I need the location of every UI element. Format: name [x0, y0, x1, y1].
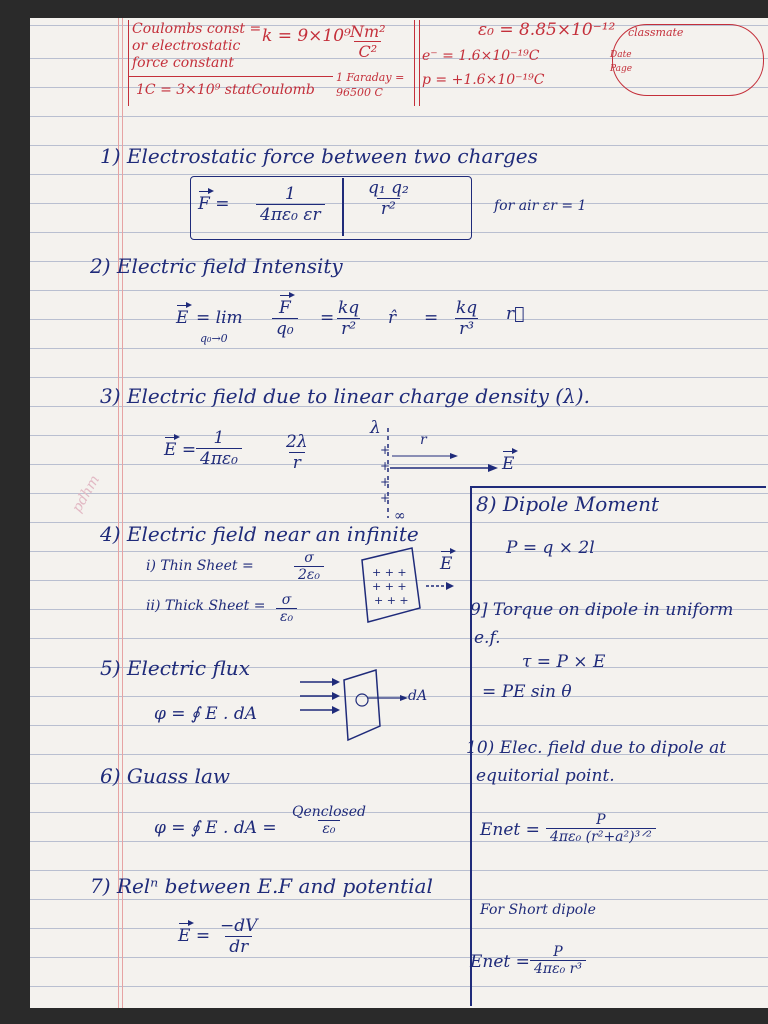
- unit-vector: r̂: [388, 308, 397, 328]
- fraction-numerator: 1: [213, 428, 225, 448]
- force-over-charge: [272, 298, 298, 339]
- svg-text:+ + +: + + +: [374, 594, 409, 607]
- coulomb-law-box: [190, 176, 472, 240]
- equatorial-field-fraction: [546, 812, 656, 845]
- svg-text:+: +: [380, 491, 391, 505]
- kq-over-r2: [334, 298, 363, 339]
- fraction-denominator: ε₀: [276, 608, 297, 625]
- k-units-num: Nm²: [350, 22, 386, 41]
- air-note: for air εr = 1: [494, 198, 587, 214]
- fraction-numerator: −dV: [220, 916, 258, 936]
- statcoulomb-note: 1C = 3×10⁹ statCoulomb: [136, 82, 315, 98]
- coulomb-const-label: Coulombs const =: [132, 21, 262, 37]
- short-dipole-label: For Short dipole: [480, 902, 596, 918]
- faraday-note: 1 Faraday = 96500 C: [336, 71, 405, 99]
- distance-label: r: [420, 432, 427, 448]
- lambda-fraction: [282, 432, 312, 473]
- charges-fraction: [364, 178, 413, 219]
- fraction-numerator: Qenclosed: [292, 804, 366, 820]
- electron-charge: e⁻ = 1.6×10⁻¹⁹C: [422, 48, 540, 64]
- field-symbol: E =: [164, 440, 197, 460]
- fraction-denominator: r³: [455, 318, 478, 339]
- epsilon0-value: ε₀ = 8.85×10⁻¹²: [478, 20, 616, 40]
- thin-sheet-label: i) Thin Sheet =: [146, 558, 254, 574]
- coulomb-const-label-2: or electrostatic: [132, 38, 241, 54]
- kq-over-r3: [452, 298, 481, 339]
- force-symbol: F =: [198, 194, 230, 214]
- fraction-numerator: P: [596, 812, 606, 828]
- equals: =: [320, 308, 335, 328]
- divider: [128, 76, 333, 77]
- section-8-title: 8) Dipole Moment: [476, 492, 659, 516]
- fraction-numerator: P: [553, 944, 563, 960]
- potential-gradient-fraction: [216, 916, 261, 957]
- limit-subscript: q₀→0: [200, 332, 228, 345]
- net-field-label: Enet =: [480, 820, 540, 840]
- fraction-denominator: dr: [225, 936, 252, 957]
- section-9-title: 9] Torque on dipole in uniform: [470, 600, 734, 620]
- torque-magnitude: = PE sin θ: [482, 682, 572, 702]
- box-divider: [342, 178, 344, 236]
- thick-sheet-label: ii) Thick Sheet =: [146, 598, 266, 614]
- field-symbol: E =: [178, 926, 211, 946]
- date-label: Date: [610, 50, 632, 60]
- gauss-fraction: [288, 804, 370, 837]
- fraction-numerator: q₁ q₂: [368, 178, 409, 198]
- position-vector: r⃗: [506, 304, 525, 324]
- fraction-numerator: σ: [304, 550, 314, 566]
- fraction-denominator: r: [289, 452, 305, 473]
- field-label: E: [440, 554, 453, 574]
- fraction-denominator: r²: [377, 198, 400, 219]
- watermark-scribble: pdhm: [69, 472, 104, 516]
- proton-charge: p = +1.6×10⁻¹⁹C: [422, 72, 545, 88]
- k-units-den: C²: [354, 41, 381, 61]
- section-9-subtitle: e.f.: [474, 628, 501, 648]
- area-element-label: dA: [408, 688, 428, 704]
- divider: [414, 20, 415, 106]
- fraction-numerator: 2λ: [286, 432, 308, 452]
- fraction-denominator: 4πε₀ (r²+a²)³ᐟ²: [546, 828, 656, 845]
- section-10-title: 10) Elec. field due to dipole at: [466, 738, 727, 758]
- gauss-equation: φ = ∮ E . dA =: [154, 818, 277, 838]
- torque-equation: τ = P × E: [522, 652, 606, 672]
- line-charge-fraction: [196, 428, 242, 469]
- fraction-numerator: kq: [338, 298, 360, 318]
- section-1-title: 1) Electrostatic force between two charges: [100, 144, 538, 168]
- section-6-title: 6) Guass law: [100, 764, 230, 788]
- svg-text:+: +: [380, 443, 391, 457]
- svg-text:+ + +: + + +: [372, 566, 407, 579]
- svg-text:+: +: [380, 459, 391, 473]
- section-5-title: 5) Electric flux: [100, 656, 250, 680]
- section-2-title: 2) Electric field Intensity: [90, 254, 343, 278]
- fraction-numerator: kq: [456, 298, 478, 318]
- k-units: [346, 22, 390, 61]
- lambda-label: λ: [370, 418, 381, 438]
- section-4-title: 4) Electric field near an infinite: [100, 522, 419, 546]
- short-dipole-fraction: [530, 944, 586, 977]
- coulomb-const-label-3: force constant: [132, 55, 234, 71]
- svg-text:+ + +: + + +: [372, 580, 407, 593]
- section-10-subtitle: equitorial point.: [476, 766, 615, 786]
- field-symbol: E: [176, 308, 189, 328]
- thin-sheet-fraction: [294, 550, 324, 583]
- equals: =: [424, 308, 439, 328]
- fraction-denominator: 4πε₀ εr: [256, 204, 325, 225]
- fraction-denominator: 4πε₀ r³: [530, 960, 586, 977]
- brand-name: classmate: [628, 26, 684, 39]
- fraction-numerator: σ: [281, 592, 292, 608]
- dipole-moment-equation: P = q × 2l: [506, 538, 595, 558]
- section-7-title: 7) Relⁿ between E.F and potential: [90, 874, 433, 898]
- flux-diagram: [298, 668, 428, 748]
- fraction-numerator: 1: [284, 184, 296, 204]
- flux-equation: φ = ∮ E . dA: [154, 704, 257, 724]
- fraction-denominator: 4πε₀: [196, 448, 242, 469]
- fraction-denominator: q₀: [272, 318, 298, 339]
- net-field-label: Enet =: [470, 952, 530, 972]
- page-label: Page: [610, 64, 633, 74]
- limit-label: = lim: [196, 308, 243, 328]
- fraction-denominator: r²: [337, 318, 360, 339]
- k-value: k = 9×10⁹: [262, 26, 351, 46]
- notebook-page: [30, 18, 768, 1008]
- column-top-line: [470, 486, 766, 488]
- fraction-numerator: F: [278, 298, 291, 318]
- thick-sheet-fraction: [276, 592, 297, 625]
- fraction-denominator: 2ε₀: [294, 566, 324, 583]
- infinity-label: ∞: [394, 508, 406, 524]
- coulomb-fraction: [256, 184, 325, 225]
- field-out-label: E: [502, 454, 515, 474]
- svg-text:+: +: [380, 475, 391, 489]
- section-3-title: 3) Electric field due to linear charge density (λ).: [100, 384, 590, 408]
- fraction-denominator: ε₀: [318, 820, 339, 837]
